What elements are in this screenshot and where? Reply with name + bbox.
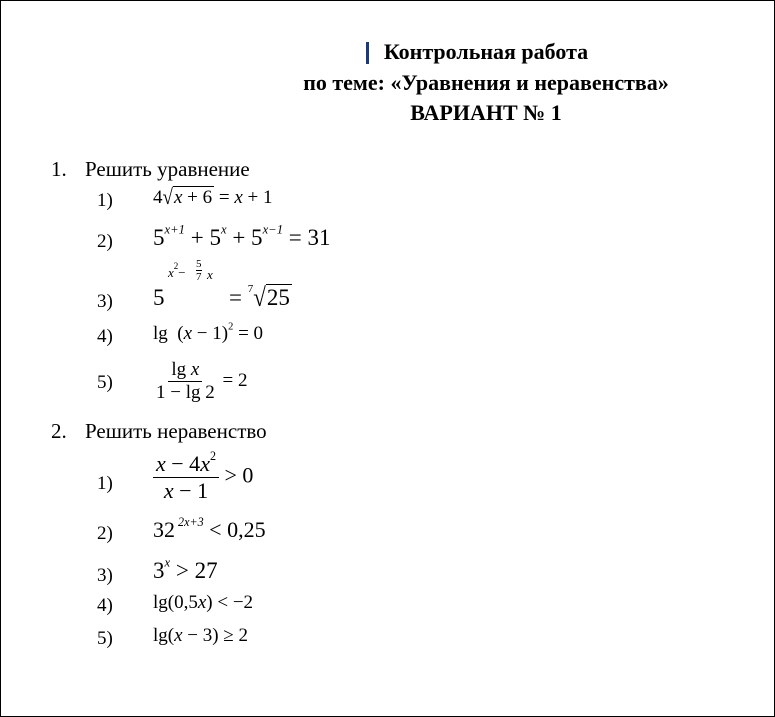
inequality-2-2: 32 $^{2x+3}$ < 0,25 <box>153 515 266 542</box>
item-label: 2) <box>97 231 113 252</box>
equation-1-5: $\frac{\text{lg x}}{1 - \lg 2}$ = 2 <box>156 359 248 403</box>
item-label: 2) <box>97 523 113 544</box>
item-label: 1) <box>97 473 113 494</box>
section-2-heading <box>51 419 267 444</box>
title-line-2: по теме: «Уравнения и неравенства» <box>303 70 669 95</box>
item-label: 3) <box>97 291 113 312</box>
inequality-2-1: $\frac{x - 4x^2}{x - 1}$ > 0 <box>153 451 253 504</box>
section-number: 2. <box>51 419 67 443</box>
item-label: 5) <box>97 628 113 649</box>
document-page: Контрольная работа по теме: «Уравнения и неравенства» ВАРИАНТ № 1 1. Решить уравнение 1) 4√x + 6 = x + 1 2) $5^{x+1} + 5^x + 5^{x-1} = 31$ 3) 5 $x^2-$ 5 7 x = $^7$√25 4) $\lg (x - 1)^2 = 0$ 5) $\frac{\text{lg x}}{1 - \lg 2}$ = 2 2. Решить неравенство 1) $\frac{x - 4x^2}{x - 1}$ > 0 2) 32 $^{2x+3}$ < 0,25 3) $3^x > 27$ 4) lg(0,5x) < −2 5) lg(x − 3) ≥ 2 <box>0 0 775 717</box>
section-1-heading <box>51 157 250 182</box>
section-title: Решить неравенство <box>85 419 267 443</box>
title-line-3: ВАРИАНТ № 1 <box>410 100 562 125</box>
inequality-2-4: lg(0,5x) < −2 <box>153 592 254 613</box>
equation-1-1: 4√x + 6 = x + 1 <box>153 185 273 210</box>
item-label: 4) <box>97 595 113 616</box>
section-title: Решить уравнение <box>85 157 250 181</box>
section-number: 1. <box>51 157 67 181</box>
item-label: 4) <box>97 326 113 347</box>
equation-1-4: $\lg (x - 1)^2 = 0$ <box>153 321 264 344</box>
inequality-2-5: lg(x − 3) ≥ 2 <box>153 625 249 646</box>
inequality-2-3: $3^x > 27$ <box>153 555 218 583</box>
item-label: 3) <box>97 565 113 586</box>
item-label: 5) <box>97 372 113 393</box>
item-label: 1) <box>97 190 113 211</box>
title-line-1: Контрольная работа <box>383 39 589 64</box>
equation-1-2: $5^{x+1} + 5^x + 5^{x-1} = 31$ <box>153 222 331 250</box>
